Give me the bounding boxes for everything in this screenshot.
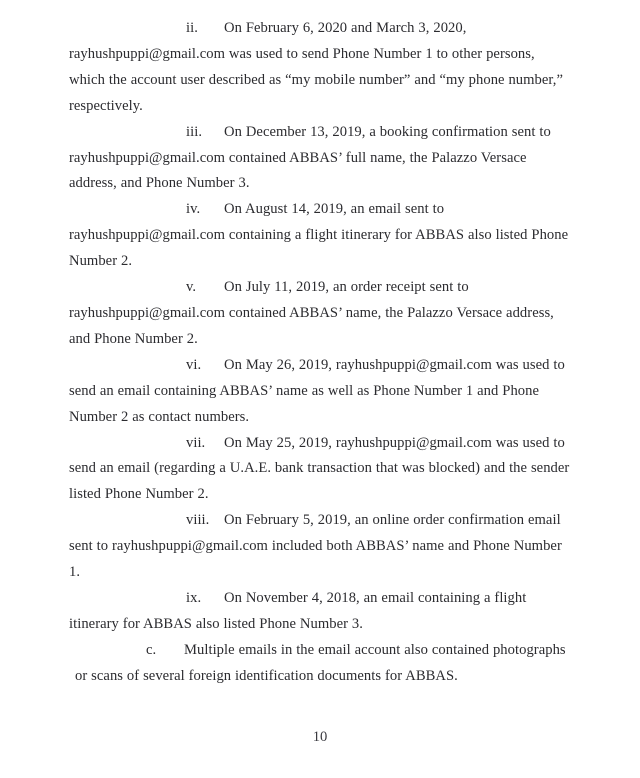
- paragraph-item-iii: [69, 120, 571, 198]
- list-marker-ix: ix.: [186, 589, 202, 606]
- list-marker-c: c.: [146, 641, 157, 658]
- paragraph-item-c: [69, 638, 571, 690]
- paragraph-text-vii: On May 25, 2019, rayhushpuppi@gmail.com was used to send an email (regarding a U.A.E. bank transaction that was blocked) and the sender listed Phone Number 2.: [69, 434, 570, 503]
- paragraph-text-c: Multiple emails in the email account also contained photographs or scans of several foreign identification documents for ABBAS.: [75, 641, 566, 684]
- paragraph-item-viii: [69, 508, 571, 586]
- paragraph-item-vii: [69, 431, 571, 509]
- list-marker-v: v.: [186, 279, 197, 296]
- list-marker-ii: ii.: [186, 20, 198, 36]
- paragraph-text-iv: On August 14, 2019, an email sent to rayhushpuppi@gmail.com containing a flight itinerary for ABBAS also listed Phone Number 2.: [69, 201, 569, 270]
- list-marker-viii: viii.: [186, 512, 210, 529]
- paragraph-text-ii: On February 6, 2020 and March 3, 2020, rayhushpuppi@gmail.com was used to send Phone Number 1 to other persons, which the account user described as “my mobile number” and “my phone number,” respectively.: [69, 20, 563, 114]
- paragraph-text-v: On July 11, 2019, an order receipt sent to rayhushpuppi@gmail.com contained ABBAS’ name, the Palazzo Versace address, and Phone Number 2.: [69, 279, 554, 347]
- paragraph-text-ix: On November 4, 2018, an email containing a flight itinerary for ABBAS also listed Phone Number 3.: [69, 589, 527, 632]
- paragraph-text-iii: On December 13, 2019, a booking confirmation sent to rayhushpuppi@gmail.com contained ABBAS’ full name, the Palazzo Versace address, and Phone Number 3.: [69, 123, 551, 192]
- list-marker-vi: vi.: [186, 356, 202, 373]
- paragraph-item-v: [69, 275, 571, 353]
- list-marker-iii: iii.: [186, 123, 203, 140]
- paragraph-text-vi: On May 26, 2019, rayhushpuppi@gmail.com was used to send an email containing ABBAS’ name as well as Phone Number 1 and Phone Number 2 as contact numbers.: [69, 356, 565, 425]
- page-number: 10: [312, 729, 328, 745]
- paragraph-item-iv: [69, 197, 571, 275]
- paragraph-item-ix: [69, 586, 571, 638]
- paragraph-text-viii: On February 5, 2019, an online order confirmation email sent to rayhushpuppi@gmail.com included both ABBAS’ name and Phone Number 1.: [69, 512, 562, 581]
- list-marker-iv: iv.: [186, 201, 201, 218]
- paragraph-item-vi: [69, 353, 571, 431]
- paragraph-item-ii: [69, 16, 571, 120]
- list-marker-vii: vii.: [186, 434, 206, 451]
- document-body-column: [69, 16, 571, 690]
